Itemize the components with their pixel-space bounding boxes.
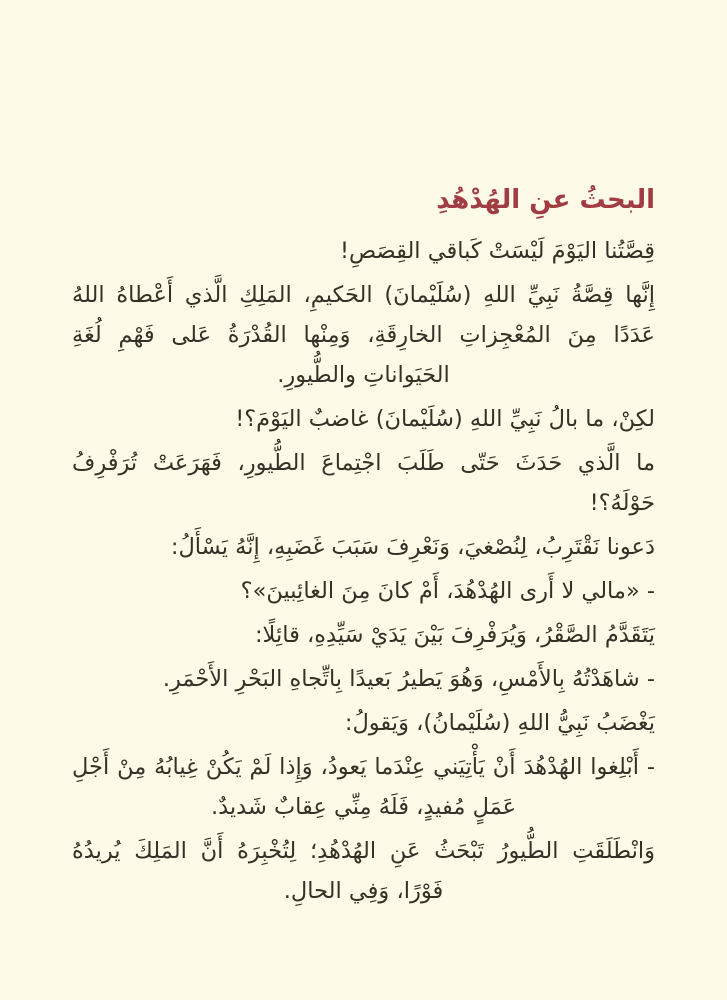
story-title: البحثُ عنِ الهُدْهُدِ xyxy=(436,185,655,215)
story-paragraph: وَانْطَلَقَتِ الطُّيورُ تَبْحَثُ عَنِ الهُدْهُدِ؛ لِتُخْبِرَهُ أَنَّ المَلِكَ يُريدُهُ فَوْرًا، وَفِي الحالِ. xyxy=(72,838,655,904)
story-paragraph: ما الَّذي حَدَثَ حَتّى طَلَبَ اجْتِماعَ الطُّيورِ، فَهَرَعَتْ تُرَفْرِفُ حَوْلَهُ؟! xyxy=(72,450,655,516)
story-paragraph: - شاهَدْتُهُ بِالأَمْسِ، وَهُوَ يَطيرُ بَعيدًا بِاتِّجاهِ البَحْرِ الأَحْمَرِ. xyxy=(162,666,655,692)
story-paragraph: لكِنْ، ما بالُ نَبِيِّ اللهِ (سُلَيْمانَ) غاضبٌ اليَوْمَ؟! xyxy=(235,406,655,432)
story-paragraph: - «مالي لا أَرى الهُدْهُدَ، أَمْ كانَ مِنَ الغائِبينَ»؟ xyxy=(240,578,655,604)
story-paragraph: يَتَقَدَّمُ الصَّقْرُ، وَيُرَفْرِفَ بَيْنَ يَدَيْ سَيِّدِهِ، قائِلًا: xyxy=(254,622,655,648)
story-paragraph: يَغْضَبُ نَبِيُّ اللهِ (سُلَيْمانُ)، وَيَقولُ: xyxy=(344,710,655,736)
story-body xyxy=(72,231,655,911)
story-paragraph: قِصَّتُنا اليَوْمَ لَيْسَتْ كَباقي القِصَصِ! xyxy=(339,238,655,264)
story-paragraph: - أَبْلِغوا الهُدْهُدَ أَنْ يَأْتِيَني عِنْدَما يَعودُ، وَإِذا لَمْ يَكُنْ غِيابُهُ مِنْ أَجْلِ عَمَلٍ مُفيدٍ، فَلَهُ مِنِّي عِقابٌ شَديدٌ. xyxy=(72,754,655,820)
story-paragraph: دَعونا نَقْتَرِبُ، لِنُصْغيَ، وَنَعْرِفَ سَبَبَ غَضَبِهِ، إِنَّهُ يَسْأَلُ: xyxy=(170,534,655,560)
story-paragraph: إِنَّها قِصَّةُ نَبِيِّ اللهِ (سُلَيْمانَ) الحَكيمِ، المَلِكِ الَّذي أَعْطاهُ اللهُ عَدَدًا مِنَ المُعْجِزاتِ الخارِقَةِ، وَمِنْها القُدْرَةُ عَلى فَهْمِ لُغَةِ الحَيَواناتِ والطُّيورِ. xyxy=(72,282,655,388)
